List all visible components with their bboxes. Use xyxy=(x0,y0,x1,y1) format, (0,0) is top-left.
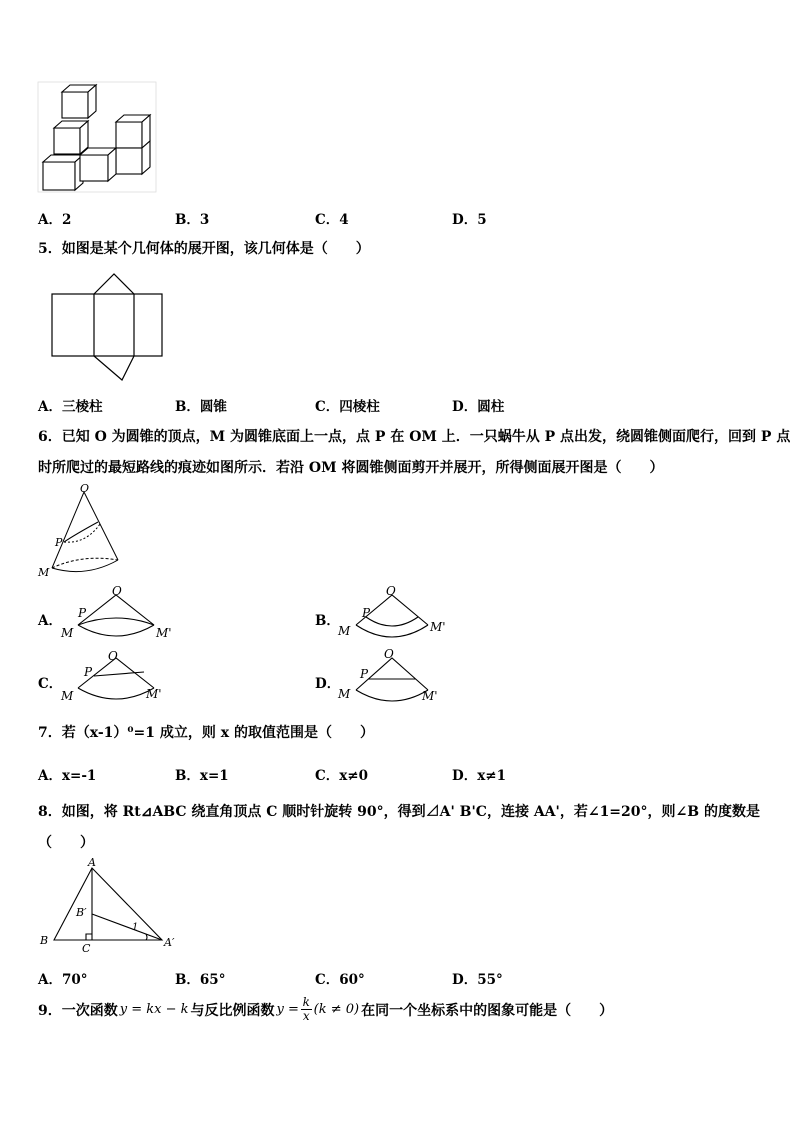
tri-label-c: C xyxy=(82,942,91,955)
q8-option-b: B．65° xyxy=(175,972,226,988)
c-label-o: O xyxy=(108,649,118,663)
q8-option-c: C．60° xyxy=(315,972,365,988)
q9-fraction-den: x xyxy=(302,1009,310,1023)
c-label-m: M xyxy=(61,689,74,703)
q9-linear-function: y = kx − k xyxy=(119,1002,189,1017)
d-label-o: O xyxy=(384,647,394,661)
q8-stem-line2: （ ） xyxy=(38,835,94,851)
q5-option-a: A．三棱柱 xyxy=(38,399,103,415)
d-label-mprime: M' xyxy=(422,689,438,703)
cone-label-m: M xyxy=(38,566,50,579)
d-label-p: P xyxy=(360,667,369,681)
q9-condition: (k ≠ 0) xyxy=(313,1002,360,1017)
a-label-m: M xyxy=(61,626,74,640)
q6-option-c: C． xyxy=(38,676,63,692)
tri-label-b: B xyxy=(40,934,49,947)
b-label-o: O xyxy=(386,584,396,598)
q9-fraction-num: k xyxy=(302,995,310,1009)
q6-option-b-figure xyxy=(336,585,456,645)
cone-label-p: P xyxy=(55,536,63,549)
q4-option-b: B．3 xyxy=(175,212,210,228)
q6-option-d-figure xyxy=(336,648,456,708)
tri-label-aprime: A′ xyxy=(164,936,175,949)
q5-option-c: C．四棱柱 xyxy=(315,399,380,415)
q5-option-b: B．圆锥 xyxy=(175,399,227,415)
q7-option-b: B．x=1 xyxy=(175,768,229,784)
q6-stem-line1: 6．已知 O 为圆锥的顶点，M 为圆锥底面上一点，点 P 在 OM 上．一只蜗牛从 P 点出发，绕圆锥侧面爬行，回到 P 点 xyxy=(38,429,791,445)
q4-option-c: C．4 xyxy=(315,212,349,228)
triangle-figure xyxy=(36,856,186,956)
q8-option-a: A．70° xyxy=(38,972,88,988)
q8-option-d: D．55° xyxy=(452,972,503,988)
q9-fraction xyxy=(301,996,312,1023)
q7-option-d: D．x≠1 xyxy=(452,768,506,784)
q9-stem xyxy=(38,996,613,1023)
q8-stem-line1: 8．如图，将 Rt⊿ABC 绕直角顶点 C 顺时针旋转 90°，得到⊿A' B'C，连接 AA'，若∠1=20°，则∠B 的度数是 xyxy=(38,804,760,820)
a-label-mprime: M' xyxy=(156,626,172,640)
q5-option-d: D．圆柱 xyxy=(452,399,505,415)
q7-option-c: C．x≠0 xyxy=(315,768,368,784)
tri-label-angle1: 1 xyxy=(132,922,139,933)
c-label-p: P xyxy=(84,665,93,679)
cube-stack-figure xyxy=(38,82,158,194)
d-label-m: M xyxy=(338,687,351,701)
prism-net-figure xyxy=(50,270,166,382)
q5-stem: 5．如图是某个几何体的展开图，该几何体是（ ） xyxy=(38,241,370,257)
tri-label-bprime: B′ xyxy=(76,906,87,919)
b-label-m: M xyxy=(338,624,351,638)
c-label-mprime: M' xyxy=(146,687,162,701)
q4-option-d: D．5 xyxy=(452,212,487,228)
q7-stem: 7．若（x-1）⁰=1 成立，则 x 的取值范围是（ ） xyxy=(38,725,374,741)
a-label-o: O xyxy=(112,584,122,598)
q4-option-a: A．2 xyxy=(38,212,72,228)
q6-option-a: A． xyxy=(38,613,62,629)
b-label-mprime: M' xyxy=(430,620,446,634)
q6-option-a-figure xyxy=(60,585,180,645)
q9-num: 9．一次函数 xyxy=(38,1002,118,1019)
q7-option-a: A．x=-1 xyxy=(38,768,97,784)
cone-figure xyxy=(36,482,136,582)
q9-tail: 在同一个坐标系中的图象可能是（ ） xyxy=(361,1002,614,1019)
b-label-p: P xyxy=(362,606,371,620)
q6-option-d: D． xyxy=(315,676,341,692)
q9-mid: 与反比例函数 xyxy=(190,1002,275,1019)
q6-option-c-figure xyxy=(60,648,180,708)
q6-stem-line2: 时所爬过的最短路线的痕迹如图所示．若沿 OM 将圆锥侧面剪开并展开，所得侧面展开图是（ ） xyxy=(38,460,664,476)
a-label-p: P xyxy=(78,606,87,620)
q9-reciprocal-lhs: y = xyxy=(276,1002,299,1017)
q6-option-b: B． xyxy=(315,613,340,629)
tri-label-a: A xyxy=(88,856,96,869)
cone-label-o: O xyxy=(80,482,90,495)
